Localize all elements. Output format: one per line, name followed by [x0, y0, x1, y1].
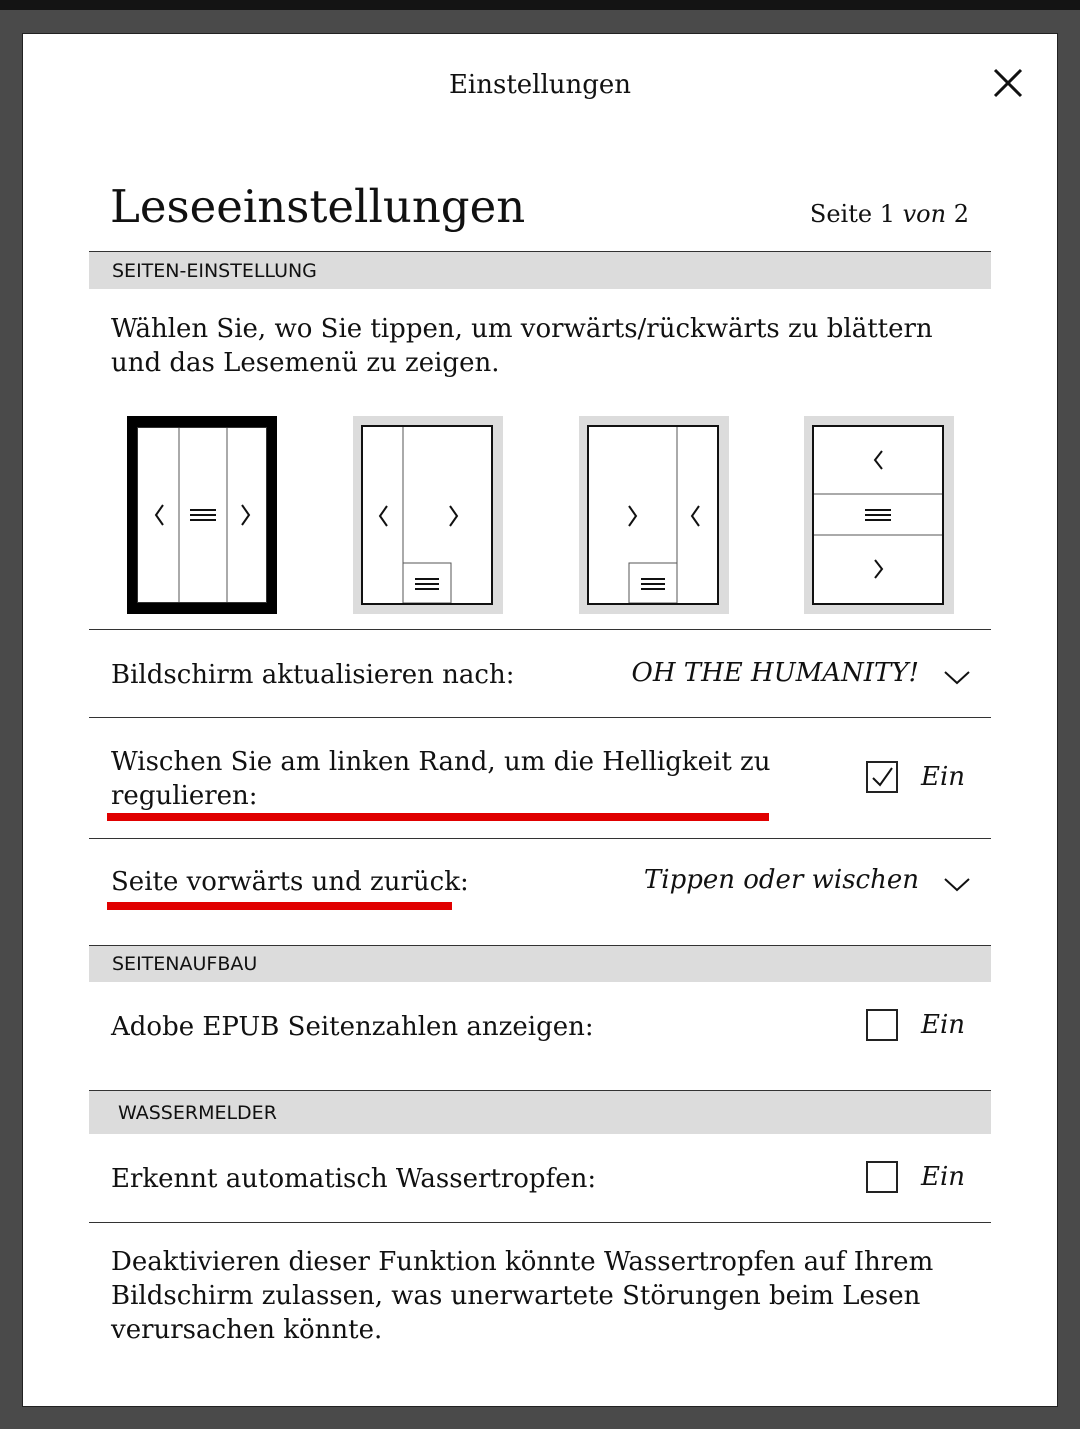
- chevron-down-icon[interactable]: [942, 874, 972, 894]
- tap-zone-preview: [587, 425, 719, 605]
- check-icon: [870, 765, 894, 789]
- section-header-water: WASSERMELDER: [89, 1091, 991, 1134]
- water-detect-label: Erkennt automatisch Wassertropfen:: [111, 1164, 597, 1194]
- tap-zone-option-three-columns[interactable]: [127, 416, 277, 614]
- red-underline-annotation: [107, 813, 769, 821]
- epub-numbers-label: Adobe EPUB Seitenzahlen anzeigen:: [111, 1012, 594, 1042]
- settings-dialog: [22, 33, 1058, 1407]
- tap-zone-description: Wählen Sie, wo Sie tippen, um vorwärts/rückwärts zu blättern und das Lesemenü zu zeigen.: [111, 314, 933, 378]
- tap-zone-preview: [137, 427, 267, 603]
- section-header-page-setting: SEITEN-EINSTELLUNG: [89, 252, 991, 289]
- water-detect-state: Ein: [921, 1162, 966, 1192]
- section-header-page-layout: SEITENAUFBAU: [89, 946, 991, 982]
- tap-zone-preview: [812, 425, 944, 605]
- tap-zone-preview: [361, 425, 493, 605]
- brightness-swipe-state: Ein: [921, 762, 966, 792]
- chevron-down-icon[interactable]: [942, 667, 972, 687]
- brightness-swipe-label: Wischen Sie am linken Rand, um die Helligkeit zu regulieren:: [111, 747, 771, 811]
- refresh-label: Bildschirm aktualisieren nach:: [111, 660, 515, 690]
- epub-numbers-checkbox[interactable]: [866, 1009, 898, 1041]
- page-turn-value[interactable]: Tippen oder wischen: [643, 865, 919, 895]
- divider: [89, 629, 991, 630]
- divider: [89, 717, 991, 718]
- divider: [89, 838, 991, 839]
- close-icon[interactable]: [985, 60, 1031, 106]
- refresh-value[interactable]: OH THE HUMANITY!: [631, 658, 919, 688]
- red-underline-annotation: [107, 902, 452, 910]
- epub-numbers-state: Ein: [921, 1010, 966, 1040]
- top-status-bar: [0, 0, 1080, 10]
- water-note: Deaktivieren dieser Funktion könnte Wassertropfen auf Ihrem Bildschirm zulassen, was unerwartete Störungen beim Lesen verursachen könnte.: [111, 1247, 934, 1345]
- tap-zone-option-reversed[interactable]: [579, 416, 729, 614]
- water-detect-checkbox[interactable]: [866, 1161, 898, 1193]
- tap-zone-option-menu-bottom-center[interactable]: [353, 416, 503, 614]
- tap-zone-option-rows[interactable]: [804, 416, 954, 614]
- page-heading: Leseeinstellungen: [110, 180, 526, 233]
- page-indicator: Seite 1 von 2: [809, 200, 969, 228]
- page-turn-label: Seite vorwärts und zurück:: [111, 867, 469, 897]
- divider: [89, 1222, 991, 1223]
- brightness-swipe-checkbox[interactable]: [866, 761, 898, 793]
- dialog-title: Einstellungen: [448, 70, 632, 100]
